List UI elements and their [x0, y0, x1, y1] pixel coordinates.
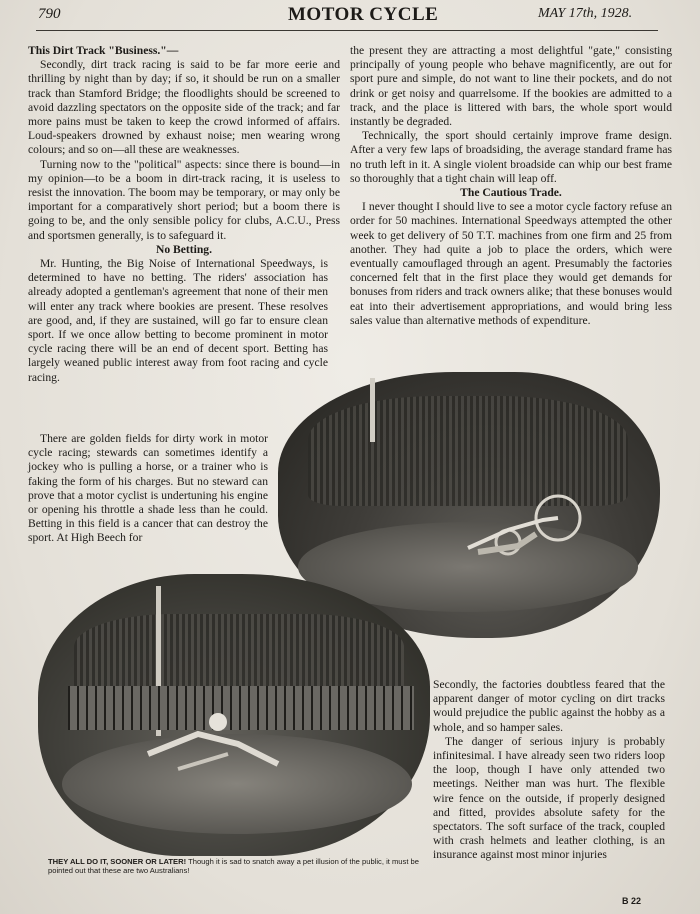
left-column-continued — [28, 432, 268, 546]
paragraph: the present they are attracting a most delightful "gate," consisting principally of young people who behave magnificently, are out for sport pure and simple, do not want to line their pockets, and do not drink or get noisy and quarrelsome. If the bookies are admitted to a track, and the place is littered with bars, the whole sport would instantly be degraded. — [350, 44, 672, 129]
paragraph: Turning now to the "political" aspects: since there is bound—in my opinion—to be a boom in dirt-track racing, it is useless to resist the innovation. The boom may be temporary, or may only be important for a comparatively short period; but a boom there is going to be, and the only sensible policy for clubs, A.C.U., Press and sportsmen generally, is to safeguard it. — [28, 157, 340, 242]
paragraph: Mr. Hunting, the Big Noise of International Speedways, is determined to have no betting. The riders' association has already adopted a gentleman's agreement that none of their men will enter any track where bookies are present. These resolves are good, and, if they are sustained, will go far to ensure clean sport. If we once allow betting to become prominent in motor cycle racing there will be an end of decent sport. Betting has largely weaned public interest away from foot racing and cycle racing. — [28, 257, 328, 384]
motorcycle-icon — [448, 490, 588, 560]
photo-pole — [370, 378, 375, 442]
left-column — [28, 44, 340, 385]
lower-right-column — [433, 678, 665, 863]
photo-rider-fall — [38, 574, 430, 856]
caption-text: Though it is sad to snatch away a pet illusion of the public, it must be pointed out that these are two Australians! — [48, 857, 419, 876]
header-rule — [36, 30, 658, 31]
photo-caption — [48, 857, 436, 875]
magazine-title: MOTOR CYCLE — [288, 4, 439, 25]
fallen-rider-icon — [138, 694, 298, 784]
subheading-cautious-trade: The Cautious Trade. — [460, 186, 562, 200]
section-title: This Dirt Track "Business."— — [28, 44, 179, 57]
paragraph: Secondly, dirt track racing is said to be far more eerie and thrilling by night than by day; if so, it should be run on a smaller track than Stamford Bridge; the floodlights should be screened to avoid dazzling spectators on the opposite side of the track; and far more pains must be taken to keep the crowd informed of affairs. Loud-speakers drowned by exhaust noise; men wearing wrong colours; and so on—all these are weaknesses. — [28, 58, 340, 157]
right-column — [350, 44, 672, 328]
page-number: 790 — [38, 6, 61, 22]
paragraph: Technically, the sport should certainly improve frame design. After a very few laps of broadsiding, the average standard frame has no truth left in it. A single violent broadside can whip our best frame so thoroughly that a tight chain will leap off. — [350, 129, 672, 185]
paragraph: I never thought I should live to see a motor cycle factory refuse an order for 50 machines. International Speedways attempted the other week to get delivery of 50 T.T. machines from one firm and 25 from another. They had quite a job to place the orders, which were eventually camouflaged through an agent. Presumably the factories concerned felt that in the first place they would get demands for bonuses from riders and track owners alike; that these bonuses would eat into their advertisement appropriations, and would bring less sales value than alternative methods of expenditure. — [350, 200, 672, 327]
caption-lead: THEY ALL DO IT, SOONER OR LATER! — [48, 857, 187, 866]
subheading-no-betting: No Betting. — [155, 242, 213, 256]
issue-date: MAY 17th, 1928. — [538, 6, 633, 21]
page-code: B 22 — [622, 896, 642, 906]
paragraph: Secondly, the factories doubtless feared that the apparent danger of motor cycling on dirt tracks would prejudice the public against the hobby as a whole, and so hamper sales. — [433, 678, 665, 734]
paragraph: There are golden fields for dirty work in motor cycle racing; stewards can sometimes identify a jockey who is pulling a horse, or a trainer who is faking the form of his charges. But no steward can prove that a motor cyclist is undertuning his engine or opening his throttle a shade less than he could. Betting in this field is a cancer that can destroy the sport. At High Beech for — [28, 432, 268, 545]
paragraph: The danger of serious injury is probably infinitesimal. I have already seen two riders loop the loop, though I have only attended two meetings. Neither man was hurt. The flexible wire fence on the outside, if properly designed and fitted, provides absolute safety for the spectators. The soft surface of the track, coupled with crash helmets and leather clothing, is an insurance against most minor injuries — [433, 734, 665, 862]
